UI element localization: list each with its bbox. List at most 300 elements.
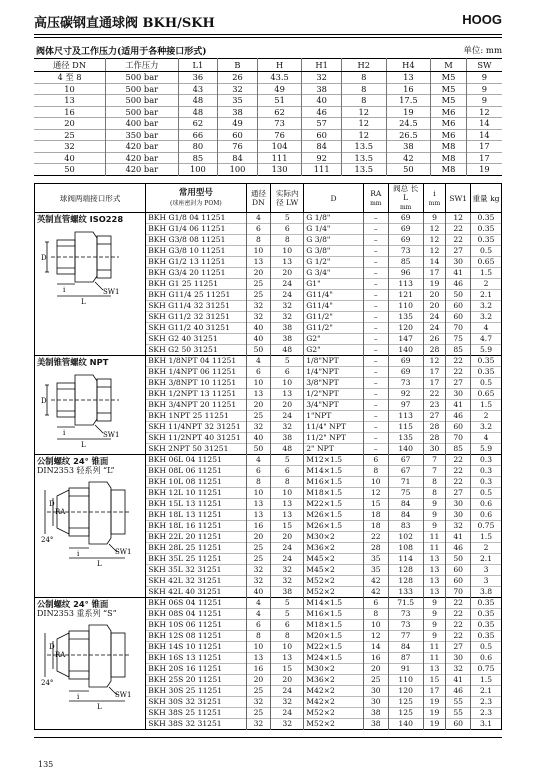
- model-cell: M16×1.5: [304, 477, 364, 488]
- model-cell: 25: [246, 543, 271, 554]
- model-cell: M22×1.5: [304, 642, 364, 653]
- dim-cell: 32: [218, 83, 258, 95]
- dim-col-header: SW: [466, 59, 502, 72]
- model-cell: 15: [271, 521, 304, 532]
- model-code: BKH G1/2 13 11251: [146, 257, 246, 268]
- model-cell: 22: [363, 532, 388, 543]
- dim-cell: 9: [481, 72, 488, 83]
- model-code: BKH 06S 04 11251: [146, 598, 246, 609]
- dim-cell: M8: [431, 164, 467, 176]
- model-cell: –: [363, 224, 388, 235]
- dim-row: [34, 118, 502, 130]
- model-cell: 71.5: [388, 598, 423, 609]
- model-cell: 5.9: [471, 444, 502, 455]
- model-cell: 0.65: [471, 389, 502, 400]
- model-cell: 8: [246, 235, 271, 246]
- model-cell: M18×1.5: [304, 620, 364, 631]
- dim-cell: 66: [178, 129, 218, 141]
- model-cell: 25: [246, 686, 271, 697]
- label-l: L: [81, 441, 86, 449]
- model-cell: –: [363, 279, 388, 290]
- dim-row: [34, 83, 502, 95]
- header-ra-unit: mm: [370, 199, 382, 207]
- dim-cell: 50: [34, 164, 106, 176]
- connector-drawing: [41, 367, 129, 449]
- model-cell: 8: [423, 477, 446, 488]
- model-cell: 20: [271, 400, 304, 411]
- model-cell: 0.35: [471, 213, 502, 224]
- dimensions-table: [34, 58, 502, 176]
- model-cell: 32: [246, 422, 271, 433]
- model-cell: –: [363, 389, 388, 400]
- model-cell: 4.7: [471, 334, 502, 345]
- dimensions-subtitle: 阀体尺寸及工作压力(适用于各种接口形式): [36, 47, 207, 57]
- model-code: BKH 06L 04 11251: [146, 455, 246, 466]
- model-cell: 140: [388, 719, 423, 730]
- model-cell: G11/4": [304, 301, 364, 312]
- model-cell: 22: [446, 609, 471, 620]
- model-cell: 20: [363, 664, 388, 675]
- model-cell: 0.6: [471, 510, 502, 521]
- label-sw1: SW1: [103, 288, 120, 296]
- model-code: BKH G3/8 08 11251: [146, 235, 246, 246]
- model-cell: 12: [363, 631, 388, 642]
- model-cell: 14: [423, 257, 446, 268]
- model-cell: 22: [446, 455, 471, 466]
- model-cell: 28: [363, 543, 388, 554]
- model-cell: G2": [304, 334, 364, 345]
- model-cell: 84: [388, 499, 423, 510]
- dim-col-header: L1: [178, 59, 218, 72]
- dim-cell: 20: [34, 118, 106, 130]
- dim-cell: 40: [302, 95, 342, 107]
- model-cell: 25: [246, 554, 271, 565]
- group-din2353-heavy: [35, 598, 502, 730]
- model-cell: 10: [246, 378, 271, 389]
- model-code: BKH G1/4 06 11251: [146, 224, 246, 235]
- dim-col-header: M: [431, 59, 467, 72]
- model-cell: 18: [363, 521, 388, 532]
- dim-cell: 12: [341, 129, 386, 141]
- header-connection: 球阀两端接口形式: [35, 184, 146, 213]
- model-cell: 50: [246, 345, 271, 356]
- model-cell: 6: [271, 620, 304, 631]
- brand-logo: HOOG: [462, 12, 502, 27]
- model-cell: 3.2: [471, 422, 502, 433]
- model-cell: 16: [363, 653, 388, 664]
- dim-cell: 35: [218, 95, 258, 107]
- model-cell: 30: [446, 510, 471, 521]
- model-cell: 6: [271, 224, 304, 235]
- model-cell: 13: [246, 499, 271, 510]
- dim-cell: 420 bar: [106, 141, 179, 153]
- model-cell: 10: [246, 246, 271, 257]
- model-cell: 32: [246, 576, 271, 587]
- dim-cell: 62: [178, 118, 218, 130]
- model-code: BKH G1/8 04 11251: [146, 213, 246, 224]
- dim-cell: 400 bar: [106, 118, 179, 130]
- model-cell: 7: [423, 455, 446, 466]
- dim-cell: 12: [479, 106, 490, 117]
- model-cell: M52×2: [304, 576, 364, 587]
- model-cell: 41: [446, 675, 471, 686]
- label-ra: RA: [55, 651, 66, 659]
- model-cell: 25: [246, 290, 271, 301]
- dim-cell: M6: [431, 129, 467, 141]
- model-code: BKH 3/4NPT 20 11251: [146, 400, 246, 411]
- model-cell: 4: [246, 213, 271, 224]
- model-cell: 20: [423, 301, 446, 312]
- model-cell: 17: [423, 686, 446, 697]
- model-cell: 2: [471, 543, 502, 554]
- model-cell: 17: [423, 378, 446, 389]
- model-cell: 0.75: [471, 521, 502, 532]
- dimensions-body: [34, 72, 502, 176]
- model-cell: 69: [388, 224, 423, 235]
- model-cell: 24: [271, 411, 304, 422]
- model-cell: 5: [271, 609, 304, 620]
- model-cell: 15: [423, 675, 446, 686]
- model-cell: 0.5: [471, 488, 502, 499]
- model-cell: G 1/4": [304, 224, 364, 235]
- model-cell: 35: [363, 554, 388, 565]
- dim-cell: 92: [302, 152, 342, 164]
- dim-cell: 17: [479, 141, 490, 152]
- dim-cell: 12: [341, 118, 386, 130]
- model-cell: 32: [271, 719, 304, 730]
- model-cell: 0.35: [471, 598, 502, 609]
- connector-drawing: [41, 224, 129, 320]
- dim-cell: M5: [431, 95, 467, 107]
- model-cell: 5: [271, 213, 304, 224]
- model-cell: 16: [246, 521, 271, 532]
- model-cell: 2.1: [471, 554, 502, 565]
- model-row: [35, 598, 502, 609]
- model-cell: 2.1: [471, 290, 502, 301]
- model-cell: 40: [246, 433, 271, 444]
- dim-cell: 500 bar: [106, 83, 179, 95]
- model-cell: 0.35: [471, 609, 502, 620]
- model-cell: 0.35: [471, 367, 502, 378]
- model-code: BKH 25S 20 11251: [146, 675, 246, 686]
- model-cell: 41: [446, 268, 471, 279]
- label-angle: 24°: [41, 536, 54, 544]
- model-cell: 140: [388, 444, 423, 455]
- dim-col-header: 工作压力: [106, 59, 179, 72]
- model-cell: 10: [246, 642, 271, 653]
- model-cell: M52×2: [304, 587, 364, 598]
- model-cell: –: [363, 334, 388, 345]
- dim-cell: 60: [218, 129, 258, 141]
- model-cell: 30: [446, 257, 471, 268]
- models-table: [34, 183, 502, 730]
- model-cell: 10: [363, 620, 388, 631]
- model-code: BKH 16S 13 11251: [146, 653, 246, 664]
- label-i: i: [77, 550, 80, 558]
- model-cell: 46: [446, 411, 471, 422]
- model-cell: 128: [388, 576, 423, 587]
- model-cell: 30: [363, 697, 388, 708]
- model-cell: 26: [423, 334, 446, 345]
- model-cell: 22: [446, 477, 471, 488]
- connection-type-title: 美制锥管螺纹 NPT: [37, 357, 109, 367]
- model-cell: 27: [423, 411, 446, 422]
- header-l: [388, 184, 423, 213]
- model-cell: 4: [471, 433, 502, 444]
- dim-cell: 62: [257, 106, 302, 118]
- page-number: 135: [38, 760, 54, 769]
- model-cell: 27: [446, 378, 471, 389]
- model-code: BKH 18L 16 11251: [146, 521, 246, 532]
- model-cell: M24×1.5: [304, 653, 364, 664]
- model-cell: 41: [446, 532, 471, 543]
- model-cell: 20: [246, 675, 271, 686]
- dim-cell: 76: [257, 129, 302, 141]
- model-cell: 2.3: [471, 697, 502, 708]
- dim-cell: 500 bar: [106, 72, 179, 84]
- model-cell: 128: [388, 565, 423, 576]
- model-cell: 1"NPT: [304, 411, 364, 422]
- dim-cell: 8: [341, 72, 386, 84]
- model-cell: 30: [446, 653, 471, 664]
- dim-cell: 8: [341, 83, 386, 95]
- model-cell: 147: [388, 334, 423, 345]
- model-cell: 11/4" NPT: [304, 422, 364, 433]
- model-code: BKH 12S 08 11251: [146, 631, 246, 642]
- model-cell: 60: [446, 565, 471, 576]
- model-cell: 9: [423, 213, 446, 224]
- model-code: SKH 11/2NPT 40 31251: [146, 433, 246, 444]
- model-cell: 9: [423, 631, 446, 642]
- model-cell: 13: [271, 257, 304, 268]
- dim-cell: 16: [34, 106, 106, 118]
- model-cell: 19: [423, 719, 446, 730]
- dim-cell: 130: [257, 164, 302, 176]
- model-cell: 0.35: [471, 235, 502, 246]
- label-d: D: [41, 397, 47, 405]
- group-din2353-light: [35, 455, 502, 598]
- model-cell: 28: [423, 422, 446, 433]
- model-cell: 25: [363, 675, 388, 686]
- model-cell: –: [363, 213, 388, 224]
- model-cell: G 3/8": [304, 246, 364, 257]
- model-cell: 11/2" NPT: [304, 433, 364, 444]
- label-i: i: [63, 429, 66, 437]
- dimensions-header-row: [34, 59, 502, 72]
- label-sw1: SW1: [115, 548, 132, 556]
- model-cell: 10: [271, 488, 304, 499]
- model-cell: 27: [446, 488, 471, 499]
- dim-cell: M8: [431, 141, 467, 153]
- model-cell: 13: [423, 664, 446, 675]
- dim-cell: 100: [178, 164, 218, 176]
- model-cell: 22: [446, 356, 471, 367]
- dim-cell: 36: [178, 72, 218, 84]
- model-cell: 32: [246, 719, 271, 730]
- model-cell: 13: [246, 257, 271, 268]
- dim-cell: 32: [302, 72, 342, 84]
- model-row: [35, 356, 502, 367]
- model-cell: 83: [388, 521, 423, 532]
- model-cell: G 3/4": [304, 268, 364, 279]
- model-cell: 2: [471, 411, 502, 422]
- model-cell: 91: [388, 664, 423, 675]
- model-code: BKH 1/8NPT 04 11251: [146, 356, 246, 367]
- model-cell: M22×1.5: [304, 499, 364, 510]
- model-code: SKH 30S 32 31251: [146, 697, 246, 708]
- model-cell: 17: [423, 268, 446, 279]
- model-cell: 3.2: [471, 301, 502, 312]
- model-cell: 0.35: [471, 356, 502, 367]
- label-d: D: [49, 643, 55, 651]
- dim-cell: 9: [481, 95, 488, 106]
- model-code: SKH 35L 32 31251: [146, 565, 246, 576]
- header-l-label: 阀总 长 L: [393, 184, 419, 202]
- model-cell: M12×1.5: [304, 455, 364, 466]
- model-cell: 38: [363, 708, 388, 719]
- model-cell: 10: [246, 488, 271, 499]
- model-cell: 46: [446, 686, 471, 697]
- model-cell: 10: [271, 246, 304, 257]
- model-cell: 40: [246, 587, 271, 598]
- model-code: SKH G2 40 31251: [146, 334, 246, 345]
- label-i: i: [77, 693, 80, 701]
- connector-drawing: [41, 619, 133, 709]
- dim-cell: 19: [479, 164, 490, 175]
- model-cell: –: [363, 422, 388, 433]
- model-code: BKH 08S 04 11251: [146, 609, 246, 620]
- connector-drawing: [41, 476, 133, 566]
- model-cell: 24: [423, 323, 446, 334]
- model-cell: 70: [446, 587, 471, 598]
- model-cell: 7: [423, 466, 446, 477]
- model-cell: G 1/2": [304, 257, 364, 268]
- model-cell: 32: [271, 576, 304, 587]
- model-cell: 48: [271, 444, 304, 455]
- model-cell: 9: [423, 499, 446, 510]
- model-cell: 0.6: [471, 653, 502, 664]
- model-code: SKH 38S 32 31251: [146, 719, 246, 730]
- model-cell: 25: [246, 279, 271, 290]
- model-cell: –: [363, 356, 388, 367]
- model-cell: 55: [446, 697, 471, 708]
- model-cell: 0.3: [471, 466, 502, 477]
- model-cell: 22: [446, 631, 471, 642]
- model-cell: 9: [423, 620, 446, 631]
- dim-cell: 111: [257, 152, 302, 164]
- dim-cell: 14: [479, 129, 490, 140]
- connection-type-cell: [35, 356, 146, 455]
- model-cell: 50: [446, 290, 471, 301]
- model-cell: 113: [388, 411, 423, 422]
- model-cell: 35: [363, 565, 388, 576]
- dim-cell: 26.5: [386, 129, 431, 141]
- model-cell: 38: [271, 587, 304, 598]
- dim-col-header: B: [218, 59, 258, 72]
- model-cell: –: [363, 433, 388, 444]
- model-cell: 50: [446, 554, 471, 565]
- header-lw: 实际内 径 LW: [271, 184, 304, 213]
- model-code: BKH 3/8NPT 10 11251: [146, 378, 246, 389]
- model-cell: 13: [246, 389, 271, 400]
- model-cell: 30: [446, 499, 471, 510]
- model-cell: 84: [388, 642, 423, 653]
- model-cell: 6: [271, 466, 304, 477]
- model-cell: 27: [446, 642, 471, 653]
- model-cell: –: [363, 257, 388, 268]
- model-cell: 32: [446, 664, 471, 675]
- model-cell: 114: [388, 554, 423, 565]
- header-i-unit: mm: [428, 199, 441, 207]
- model-row: [35, 213, 502, 224]
- dim-cell: 13.5: [341, 152, 386, 164]
- model-cell: 60: [446, 312, 471, 323]
- model-cell: 32: [271, 422, 304, 433]
- model-cell: 32: [271, 697, 304, 708]
- dim-cell: 26: [218, 72, 258, 84]
- model-cell: 73: [388, 378, 423, 389]
- header-l-unit: mm: [399, 204, 412, 211]
- model-cell: 25: [246, 708, 271, 719]
- model-cell: 8: [363, 466, 388, 477]
- model-cell: 60: [446, 576, 471, 587]
- header-model: [146, 184, 246, 213]
- model-cell: 0.5: [471, 642, 502, 653]
- model-cell: 20: [246, 400, 271, 411]
- model-cell: 8: [246, 631, 271, 642]
- model-cell: 30: [446, 389, 471, 400]
- label-d: D: [49, 500, 55, 508]
- model-code: BKH G3/8 10 11251: [146, 246, 246, 257]
- header-ra-label: RA: [370, 188, 382, 198]
- model-cell: 8: [271, 477, 304, 488]
- dim-row: [34, 141, 502, 153]
- model-cell: 19: [423, 697, 446, 708]
- dim-cell: 40: [34, 152, 106, 164]
- model-cell: 75: [446, 334, 471, 345]
- model-cell: 22: [446, 367, 471, 378]
- model-cell: 12: [423, 224, 446, 235]
- header-i-label: i: [433, 188, 436, 198]
- model-cell: 20: [246, 268, 271, 279]
- model-cell: 1.5: [471, 268, 502, 279]
- model-cell: 13: [271, 389, 304, 400]
- model-code: BKH 22L 20 11251: [146, 532, 246, 543]
- dim-cell: 48: [178, 106, 218, 118]
- group-npt: [35, 356, 502, 455]
- model-cell: 70: [446, 323, 471, 334]
- model-cell: 2.1: [471, 686, 502, 697]
- model-cell: 42: [363, 587, 388, 598]
- header-weight: 重量 kg: [471, 184, 502, 213]
- model-cell: M30×2: [304, 532, 364, 543]
- model-cell: 32: [446, 521, 471, 532]
- model-cell: 6: [246, 620, 271, 631]
- dim-cell: 84: [218, 152, 258, 164]
- model-cell: 11: [423, 642, 446, 653]
- model-code: BKH 30S 25 11251: [146, 686, 246, 697]
- model-cell: 60: [446, 301, 471, 312]
- model-cell: 0.6: [471, 499, 502, 510]
- model-cell: 46: [446, 543, 471, 554]
- model-code: SKH 42L 40 31251: [146, 587, 246, 598]
- model-cell: –: [363, 235, 388, 246]
- model-cell: 125: [388, 708, 423, 719]
- label-l: L: [81, 298, 86, 306]
- model-cell: 120: [388, 686, 423, 697]
- label-i: i: [63, 286, 66, 294]
- model-cell: 23: [423, 400, 446, 411]
